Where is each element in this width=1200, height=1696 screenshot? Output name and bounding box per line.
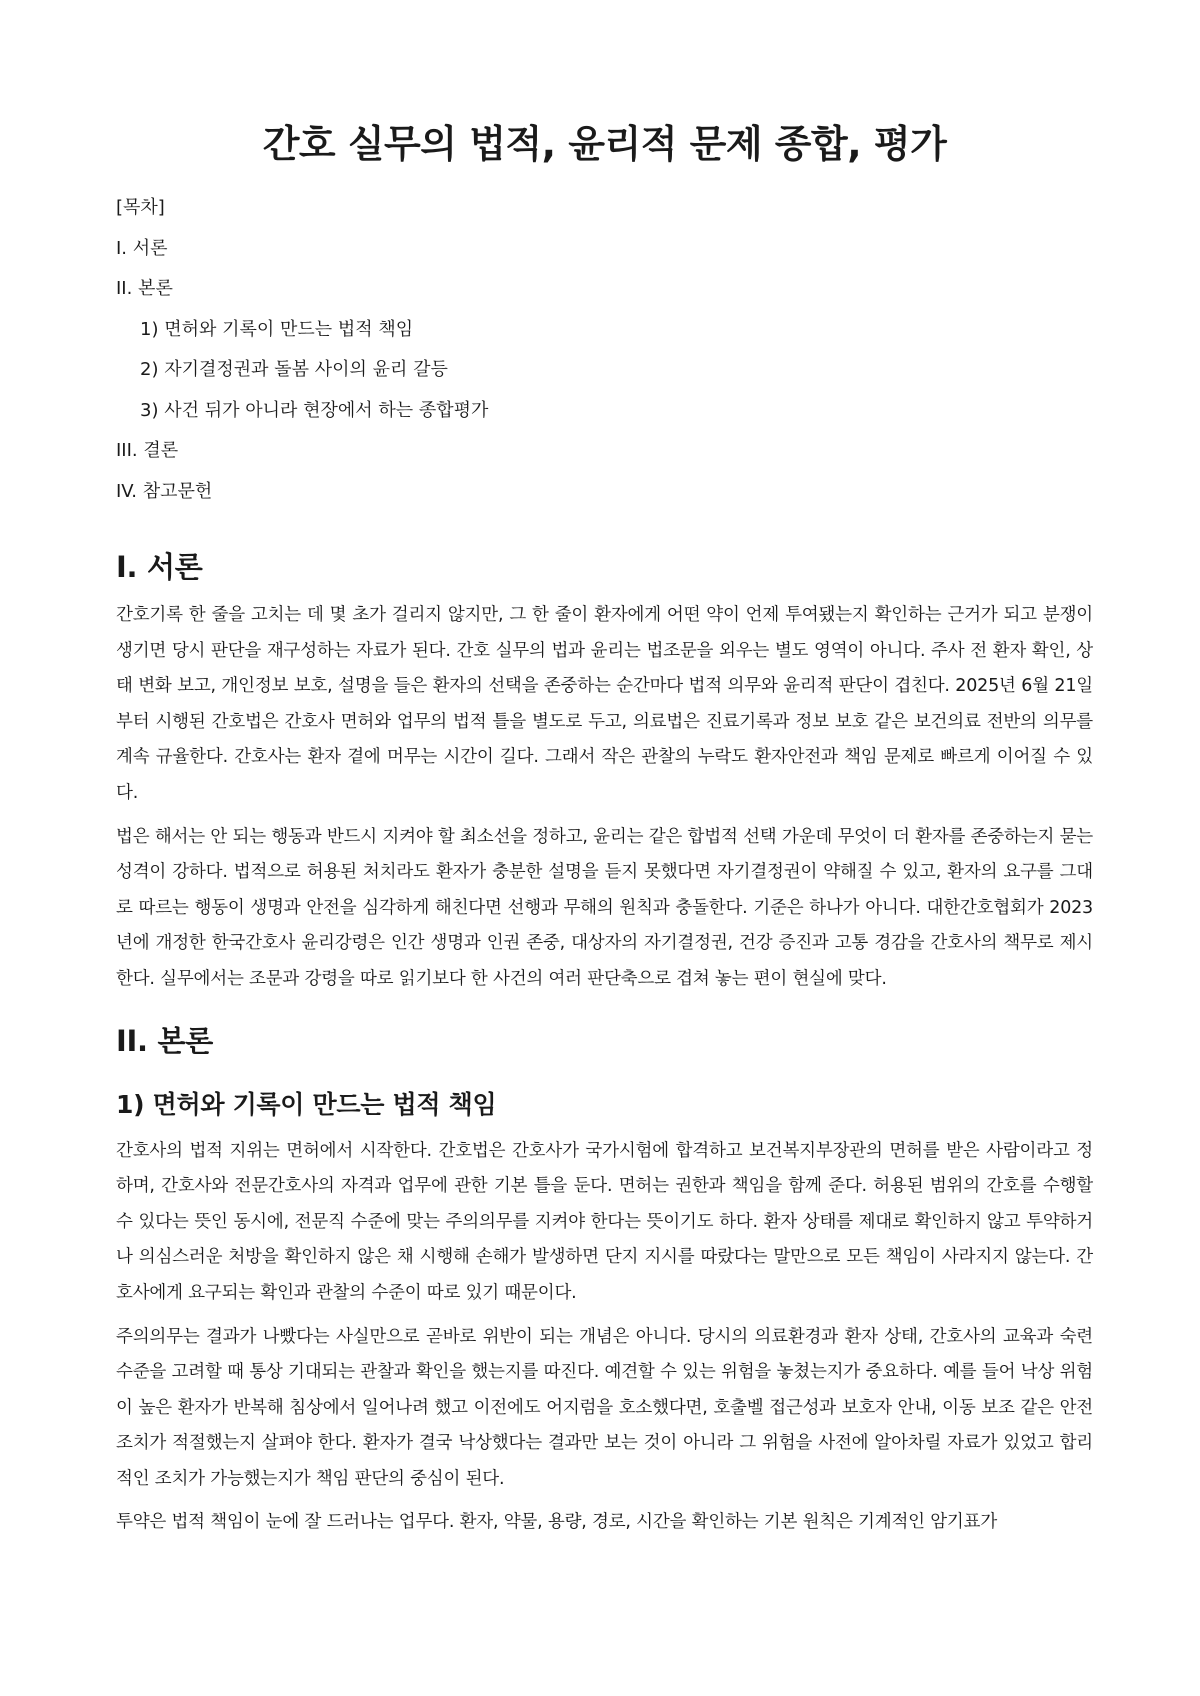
body-paragraph-1: 간호사의 법적 지위는 면허에서 시작한다. 간호법은 간호사가 국가시험에 합격하고 보건복지부장관의 면허를 받은 사람이라고 정하며, 간호사와 전문간호사의 자격과 업무에 관한 기본 틀을 둔다. 면허는 권한과 책임을 함께 준다. 허용된 범위의 간호를 수행할 수 있다는 뜻인 동시에, 전문직 수준에 맞는 주의의무를 지켜야 한다는 뜻이기도 하다. 환자 상태를 제대로 확인하지 않고 투약하거나 의심스러운 처방을 확인하지 않은 채 시행해 손해가 발생하면 단지 지시를 따랐다는 말만으로 모든 책임이 사라지지 않는다. 간호사에게 요구되는 확인과 관찰의 수준이 따로 있기 때문이다. xyxy=(116,1140,1093,1303)
toc-heading: [목차] xyxy=(116,197,165,218)
subsection-heading-1: 1) 면허와 기록이 만드는 법적 책임 xyxy=(116,1089,497,1119)
section-heading-body: II. 본론 xyxy=(116,1023,213,1058)
toc-item-intro: I. 서론 xyxy=(116,237,168,259)
document-title: 간호 실무의 법적, 윤리적 문제 종합, 평가 xyxy=(262,122,947,166)
toc-item-body-3: 3) 사건 뒤가 아니라 현장에서 하는 종합평가 xyxy=(140,399,489,421)
body-paragraph-2: 주의의무는 결과가 나빴다는 사실만으로 곧바로 위반이 되는 개념은 아니다. 당시의 의료환경과 환자 상태, 간호사의 교육과 숙련 수준을 고려할 때 통상 기대되는 관찰과 확인을 했는지를 따진다. 예견할 수 있는 위험을 놓쳤는지가 중요하다. 예를 들어 낙상 위험이 높은 환자가 반복해 침상에서 일어나려 했고 이전에도 어지럼을 호소했다면, 호출벨 접근성과 보호자 안내, 이동 보조 같은 안전조치가 적절했는지 살펴야 한다. 환자가 결국 낙상했다는 결과만 보는 것이 아니라 그 위험을 사전에 알아차릴 자료가 있었고 합리적인 조치가 가능했는지가 책임 판단의 중심이 된다. xyxy=(116,1326,1093,1489)
toc-item-body-1: 1) 면허와 기록이 만드는 법적 책임 xyxy=(140,318,414,340)
table-of-contents xyxy=(116,188,1093,512)
toc-item-body-2: 2) 자기결정권과 돌봄 사이의 윤리 갈등 xyxy=(140,359,448,380)
body-paragraph-3: 투약은 법적 책임이 눈에 잘 드러나는 업무다. 환자, 약물, 용량, 경로, 시간을 확인하는 기본 원칙은 기계적인 암기표가 xyxy=(116,1512,998,1533)
intro-paragraph-2: 법은 해서는 안 되는 행동과 반드시 지켜야 할 최소선을 정하고, 윤리는 같은 합법적 선택 가운데 무엇이 더 환자를 존중하는지 묻는 성격이 강하다. 법적으로 허용된 처치라도 환자가 충분한 설명을 듣지 못했다면 자기결정권이 약해질 수 있고, 환자의 요구를 그대로 따르는 행동이 생명과 안전을 심각하게 해친다면 선행과 무해의 원칙과 충돌한다. 기준은 하나가 아니다. 대한간호협회가 2023년에 개정한 한국간호사 윤리강령은 인간 생명과 인권 존중, 대상자의 자기결정권, 건강 증진과 고통 경감을 간호사의 책무로 제시한다. 실무에서는 조문과 강령을 따로 읽기보다 한 사건의 여러 판단축으로 겹쳐 놓는 편이 현실에 맞다. xyxy=(116,826,1093,989)
intro-paragraph-1: 간호기록 한 줄을 고치는 데 몇 초가 걸리지 않지만, 그 한 줄이 환자에게 어떤 약이 언제 투여됐는지 확인하는 근거가 되고 분쟁이 생기면 당시 판단을 재구성하는 자료가 된다. 간호 실무의 법과 윤리는 법조문을 외우는 별도 영역이 아니다. 주사 전 환자 확인, 상태 변화 보고, 개인정보 보호, 설명을 들은 환자의 선택을 존중하는 순간마다 법적 의무와 윤리적 판단이 겹친다. 2025년 6월 21일부터 시행된 간호법은 간호사 면허와 업무의 법적 틀을 별도로 두고, 의료법은 진료기록과 정보 보호 같은 보건의료 전반의 의무를 계속 규율한다. 간호사는 환자 곁에 머무는 시간이 길다. 그래서 작은 관찰의 누락도 환자안전과 책임 문제로 빠르게 이어질 수 있다. xyxy=(116,605,1093,803)
toc-item-references: IV. 참고문헌 xyxy=(116,480,213,502)
section-heading-intro: I. 서론 xyxy=(116,550,203,584)
toc-item-conclusion: III. 결론 xyxy=(116,440,179,461)
toc-item-body: II. 본론 xyxy=(116,278,173,299)
